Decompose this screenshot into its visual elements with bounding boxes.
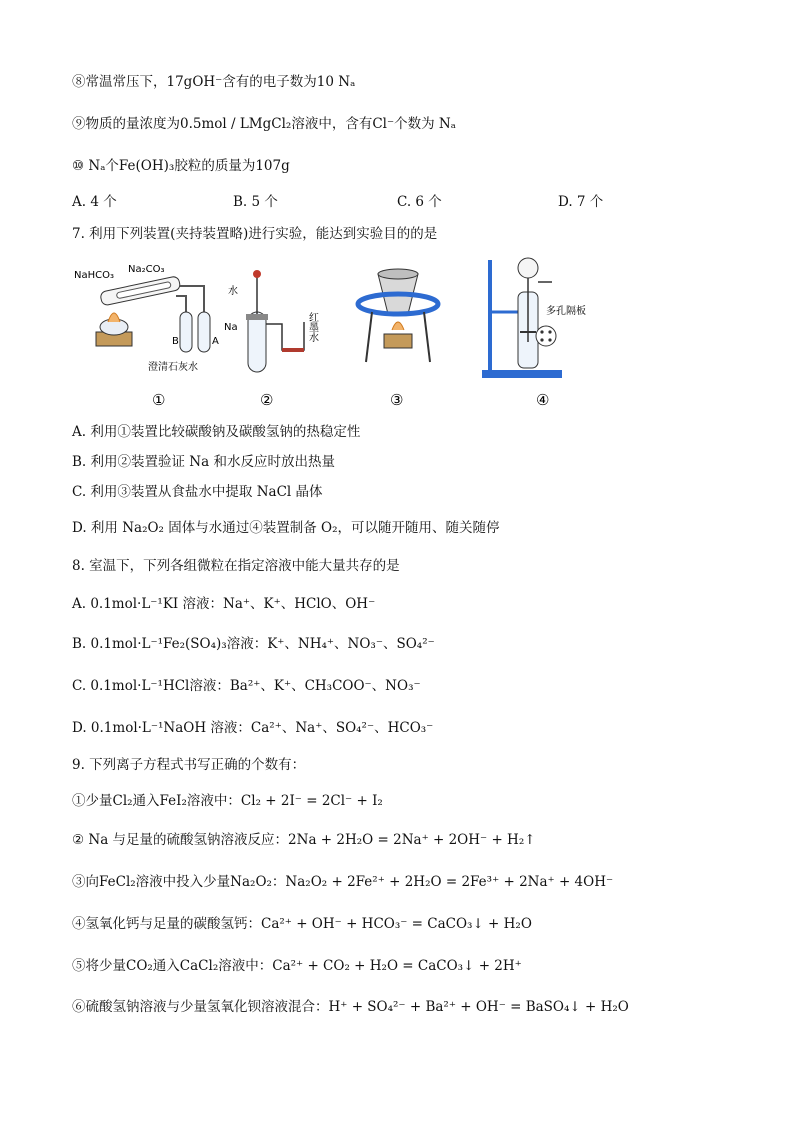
q9-item-1: ①少量Cl₂通入FeI₂溶液中：Cl₂ + 2I⁻ = 2Cl⁻ + I₂ [72,793,383,809]
item-10: ⑩ Nₐ个Fe(OH)₃胶粒的质量为107g [72,158,290,174]
label-red-ink: 红墨水 [306,312,318,342]
q8-option-c: C. 0.1mol·L⁻¹HCl溶液：Ba²⁺、K⁺、CH₃COO⁻、NO₃⁻ [72,678,421,694]
apparatus-4 [482,258,586,409]
q7-apparatus-figure [72,252,632,412]
item-9: ⑨物质的量浓度为0.5mol / LMgCl₂溶液中，含有Cl⁻个数为 Nₐ [72,116,456,132]
q9-item-4: ④氢氧化钙与足量的碳酸氢钙：Ca²⁺ + OH⁻ + HCO₃⁻ = CaCO₃↓ + H₂O [72,916,532,932]
q7-option-b: B. 利用②装置验证 Na 和水反应时放出热量 [72,454,335,470]
q8-option-a: A. 0.1mol·L⁻¹KI 溶液：Na⁺、K⁺、HClO、OH⁻ [72,596,376,612]
figure-number-2: ② [260,391,274,409]
q9-item-3: ③向FeCl₂溶液中投入少量Na₂O₂：Na₂O₂ + 2Fe²⁺ + 2H₂O = 2Fe³⁺ + 2Na⁺ + 4OH⁻ [72,874,614,890]
label-a: A [212,336,219,347]
label-b: B [172,336,179,347]
q8-option-b: B. 0.1mol·L⁻¹Fe₂(SO₄)₃溶液：K⁺、NH₄⁺、NO₃⁻、SO₄²⁻ [72,636,435,652]
q9-stem: 9. 下列离子方程式书写正确的个数有： [72,757,306,773]
figure-number-3: ③ [390,391,404,409]
q6-option-a: A. 4 个 [72,194,117,210]
q8-stem: 8. 室温下，下列各组微粒在指定溶液中能大量共存的是 [72,558,400,574]
apparatus-svg [72,252,632,412]
q7-option-c: C. 利用③装置从食盐水中提取 NaCl 晶体 [72,484,323,500]
q6-option-b: B. 5 个 [233,194,278,210]
q7-stem: 7. 利用下列装置(夹持装置略)进行实验，能达到实验目的的是 [72,226,438,242]
apparatus-2 [224,270,319,409]
q7-option-a: A. 利用①装置比较碳酸钠及碳酸氢钠的热稳定性 [72,424,361,440]
label-porous-plate: 多孔隔板 [546,306,586,317]
q9-item-2: ② Na 与足量的硫酸氢钠溶液反应：2Na + 2H₂O = 2Na⁺ + 2OH⁻ + H₂↑ [72,832,536,848]
label-limewater: 澄清石灰水 [148,362,198,373]
apparatus-1 [74,264,219,409]
q6-option-d: D. 7 个 [558,194,604,210]
figure-number-1: ① [152,391,166,409]
q7-option-d: D. 利用 Na₂O₂ 固体与水通过④装置制备 O₂，可以随开随用、随关随停 [72,520,500,536]
q9-item-5: ⑤将少量CO₂通入CaCl₂溶液中：Ca²⁺ + CO₂ + H₂O = CaCO₃↓ + 2H⁺ [72,958,522,974]
q9-item-6: ⑥硫酸氢钠溶液与少量氢氧化钡溶液混合：H⁺ + SO₄²⁻ + Ba²⁺ + OH⁻ = BaSO₄↓ + H₂O [72,999,629,1015]
label-na: Na [224,322,238,333]
apparatus-3 [358,269,438,409]
q8-option-d: D. 0.1mol·L⁻¹NaOH 溶液：Ca²⁺、Na⁺、SO₄²⁻、HCO₃⁻ [72,720,434,736]
label-water: 水 [228,286,238,297]
label-na2co3: Na₂CO₃ [128,264,165,275]
item-8: ⑧常温常压下，17gOH⁻含有的电子数为10 Nₐ [72,74,356,90]
figure-number-4: ④ [536,391,550,409]
q6-option-c: C. 6 个 [397,194,442,210]
label-nahco3: NaHCO₃ [74,270,114,281]
